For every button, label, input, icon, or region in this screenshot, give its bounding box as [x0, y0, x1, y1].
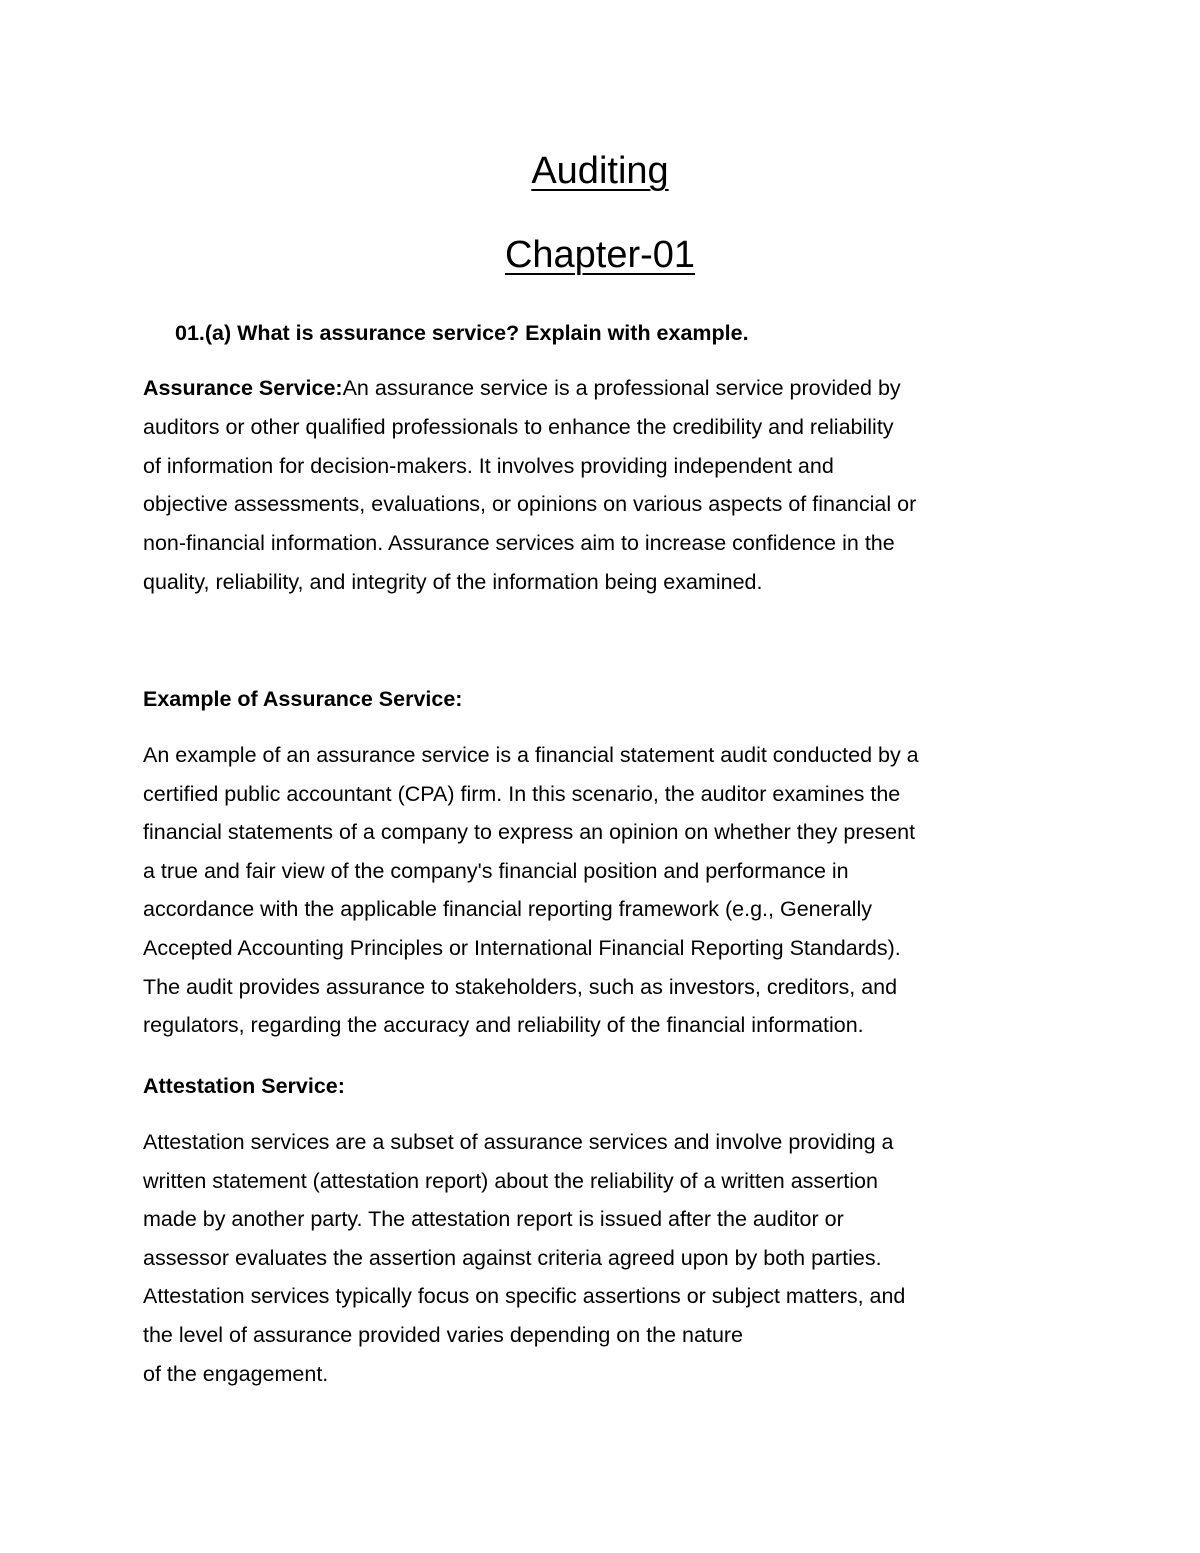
example-paragraph-line: Accepted Accounting Principles or International Financial Reporting Standards).: [143, 936, 901, 960]
example-paragraph-line: accordance with the applicable financial reporting framework (e.g., Generally: [143, 897, 872, 921]
example-paragraph-line: regulators, regarding the accuracy and reliability of the financial information.: [143, 1013, 864, 1037]
assurance-paragraph-line: auditors or other qualified professionals to enhance the credibility and reliability: [143, 415, 894, 439]
assurance-paragraph-line: non-financial information. Assurance services aim to increase confidence in the: [143, 531, 895, 555]
attestation-paragraph-line: written statement (attestation report) about the reliability of a written assertion: [143, 1169, 878, 1193]
chapter-heading: Chapter-01: [504, 234, 696, 276]
example-heading: Example of Assurance Service:: [143, 687, 463, 711]
attestation-paragraph-line: Attestation services typically focus on specific assertions or subject matters, and: [143, 1284, 906, 1308]
attestation-paragraph-line: made by another party. The attestation report is issued after the auditor or: [143, 1207, 844, 1231]
assurance-label: Assurance Service:: [143, 376, 343, 400]
assurance-paragraph-line: of information for decision-makers. It involves providing independent and: [143, 454, 834, 478]
example-paragraph-line: a true and fair view of the company's financial position and performance in: [143, 859, 849, 883]
example-paragraph-line: An example of an assurance service is a financial statement audit conducted by a: [143, 743, 919, 767]
example-paragraph-line: The audit provides assurance to stakeholders, such as investors, creditors, and: [143, 975, 898, 999]
attestation-paragraph-line: the level of assurance provided varies depending on the nature: [143, 1323, 744, 1347]
example-paragraph-line: financial statements of a company to express an opinion on whether they present: [143, 820, 916, 844]
assurance-paragraph-line: quality, reliability, and integrity of the information being examined.: [143, 570, 763, 594]
attestation-paragraph-line: Attestation services are a subset of assurance services and involve providing a: [143, 1130, 894, 1154]
assurance-paragraph-line: [143, 373, 901, 403]
attestation-paragraph-line: assessor evaluates the assertion against criteria agreed upon by both parties.: [143, 1246, 882, 1270]
attestation-heading: Attestation Service:: [143, 1074, 345, 1098]
attestation-paragraph-line: of the engagement.: [143, 1362, 329, 1386]
assurance-paragraph-line: objective assessments, evaluations, or opinions on various aspects of financial or: [143, 492, 917, 516]
example-paragraph-line: certified public accountant (CPA) firm. In this scenario, the auditor examines the: [143, 782, 901, 806]
assurance-text: An assurance service is a professional service provided by: [342, 376, 901, 400]
question-heading: 01.(a) What is assurance service? Explain with example.: [175, 321, 749, 345]
document-title: Auditing: [531, 150, 669, 192]
